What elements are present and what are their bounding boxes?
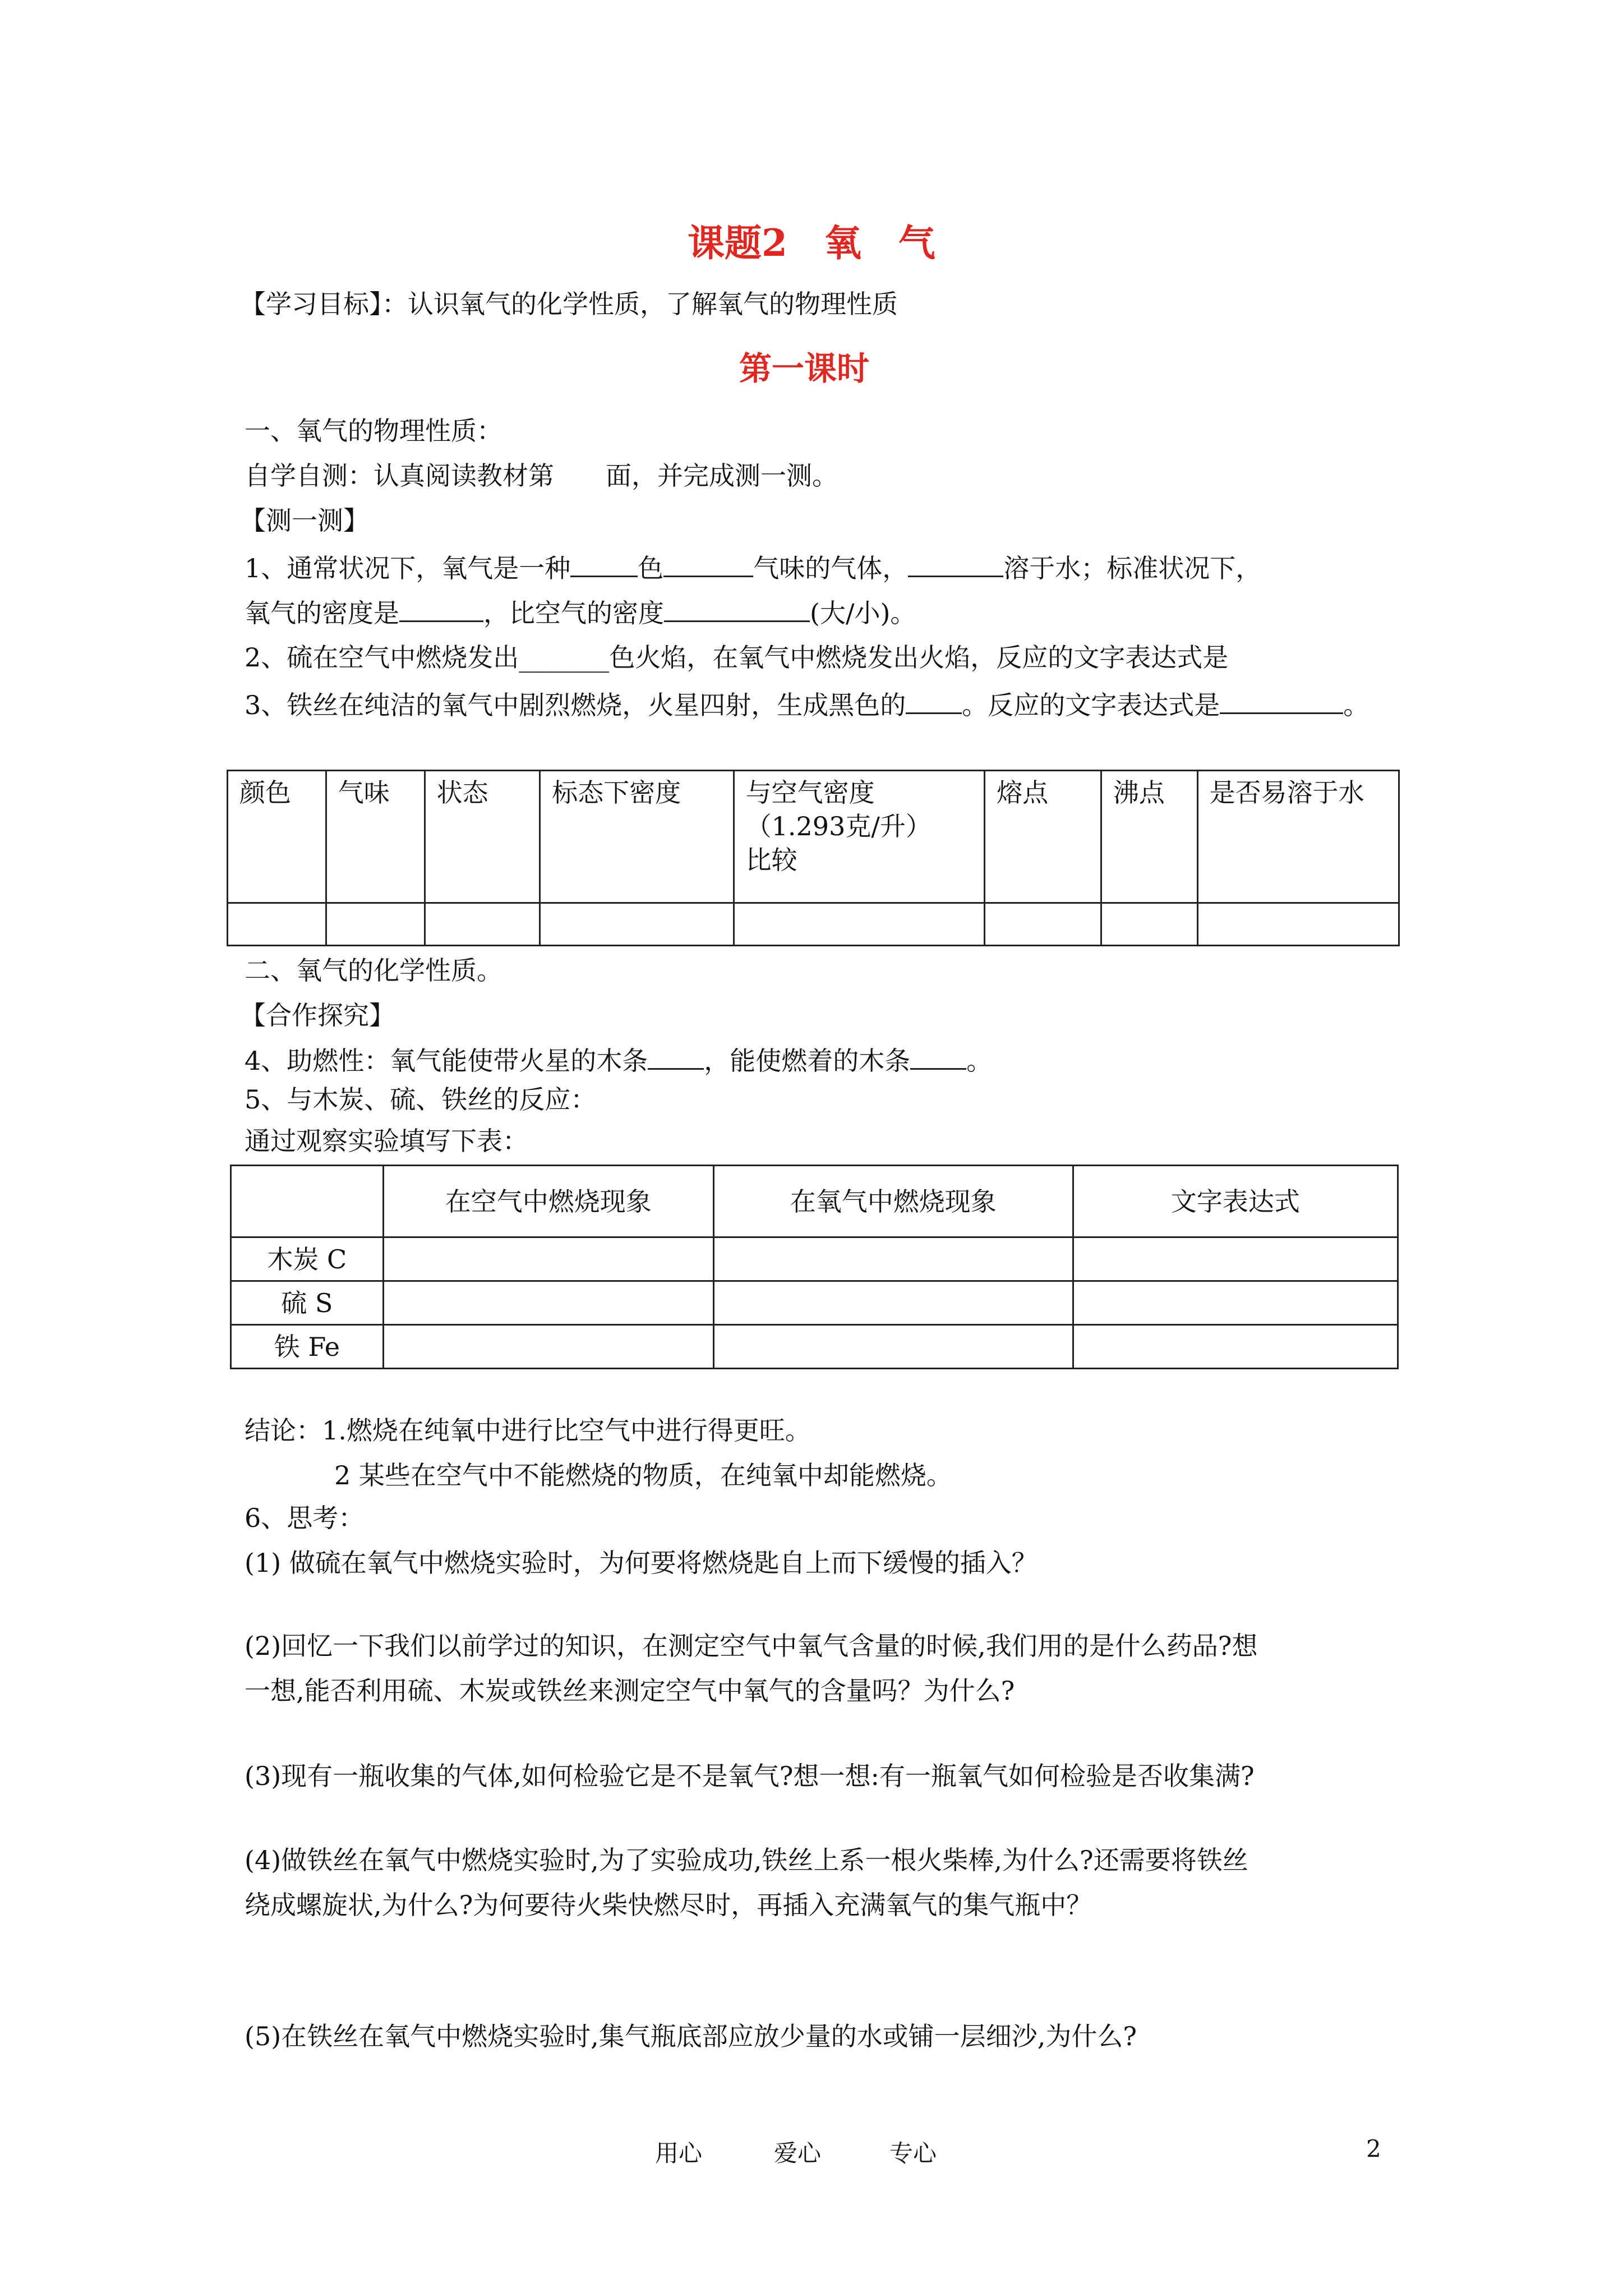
- answer-cell[interactable]: [326, 903, 425, 946]
- header-boiling-point: 沸点: [1101, 771, 1197, 903]
- think-heading: 6、思考：: [245, 1503, 365, 1533]
- question-1-line-1: 1、通常状况下，氧气是一种 色 气味的气体， 溶于水；标准状况下，: [245, 551, 1261, 585]
- think-question-5: (5)在铁丝在氧气中燃烧实验时,集气瓶底部应放少量的水或铺一层细沙,为什么?: [245, 2021, 1137, 2051]
- test-label: 【测一测】: [240, 505, 369, 536]
- blank[interactable]: [910, 1043, 966, 1070]
- answer-cell[interactable]: [713, 1237, 1073, 1281]
- header-melting-point: 熔点: [985, 771, 1101, 903]
- header-density-compare: 与空气密度 （1.293克/升） 比较: [734, 771, 984, 903]
- header-solubility: 是否易溶于水: [1197, 771, 1399, 903]
- blank[interactable]: [399, 596, 483, 622]
- row-label-iron: 铁 Fe: [231, 1325, 384, 1369]
- answer-cell[interactable]: [228, 903, 326, 946]
- answer-cell[interactable]: [383, 1281, 713, 1325]
- blank[interactable]: [1220, 688, 1343, 714]
- header-odor: 气味: [326, 771, 425, 903]
- question-4: 4、助燃性：氧气能使带火星的木条 ，能使燃着的木条 。: [245, 1043, 992, 1078]
- learning-objective: 【学习目标】：认识氧气的化学性质，了解氧气的物理性质: [240, 289, 898, 319]
- blank[interactable]: [908, 551, 1003, 577]
- section-heading-chemical: 二、氧气的化学性质。: [245, 955, 502, 986]
- think-question-2-line-2: 一想,能否利用硫、木炭或铁丝来测定空气中氧气的含量吗？为什么?: [245, 1676, 1015, 1706]
- explore-label: 【合作探究】: [240, 1000, 395, 1030]
- answer-cell[interactable]: [425, 903, 540, 946]
- header-state: 状态: [425, 771, 540, 903]
- header-word-equation: 文字表达式: [1073, 1166, 1398, 1237]
- header-oxygen-combustion: 在氧气中燃烧现象: [713, 1166, 1073, 1237]
- answer-cell[interactable]: [713, 1325, 1073, 1369]
- answer-cell[interactable]: [1197, 903, 1399, 946]
- footer-motto-3: 专心: [889, 2139, 937, 2167]
- answer-cell[interactable]: [734, 903, 984, 946]
- think-question-4-line-2: 绕成螺旋状,为什么?为何要待火柴快燃尽时，再插入充满氧气的集气瓶中？: [245, 1890, 1092, 1920]
- question-1-line-2: 氧气的密度是 ，比空气的密度 (大/小)。: [245, 596, 916, 630]
- answer-cell[interactable]: [1073, 1325, 1398, 1369]
- question-5: 5、与木炭、硫、铁丝的反应：: [245, 1084, 597, 1115]
- question-5-instruction: 通过观察实验填写下表：: [245, 1126, 528, 1156]
- question-2: 2、硫在空气中燃烧发出_______色火焰，在氧气中燃烧发出火焰，反应的文字表达式是: [245, 642, 1229, 673]
- conclusion-1: 结论：1.燃烧在纯氧中进行比空气中进行得更旺。: [245, 1415, 811, 1446]
- answer-cell[interactable]: [713, 1281, 1073, 1325]
- physical-properties-table: [227, 770, 1400, 946]
- answer-cell[interactable]: [540, 903, 734, 946]
- conclusion-2: 2 某些在空气中不能燃烧的物质，在纯氧中却能燃烧。: [334, 1460, 952, 1490]
- answer-cell[interactable]: [985, 903, 1101, 946]
- think-question-2-line-1: (2)回忆一下我们以前学过的知识，在测定空气中氧气含量的时候,我们用的是什么药品?想: [245, 1631, 1258, 1661]
- row-label-sulfur: 硫 S: [231, 1281, 384, 1325]
- answer-cell[interactable]: [1101, 903, 1197, 946]
- blank[interactable]: [663, 551, 753, 577]
- header-air-combustion: 在空气中燃烧现象: [383, 1166, 713, 1237]
- blank[interactable]: [906, 688, 962, 714]
- section-heading-physical: 一、氧气的物理性质：: [245, 416, 502, 446]
- blank[interactable]: [664, 596, 810, 622]
- header-blank: [231, 1166, 384, 1237]
- header-density: 标态下密度: [540, 771, 734, 903]
- blank[interactable]: [570, 551, 638, 577]
- answer-cell[interactable]: [1073, 1281, 1398, 1325]
- question-3: 3、铁丝在纯洁的氧气中剧烈燃烧，火星四射，生成黑色的 。反应的文字表达式是 。: [245, 688, 1369, 722]
- think-question-1: (1) 做硫在氧气中燃烧实验时，为何要将燃烧匙自上而下缓慢的插入？: [245, 1548, 1038, 1578]
- combustion-table: [230, 1165, 1399, 1369]
- blank[interactable]: [648, 1043, 704, 1070]
- footer-motto-2: 爱心: [774, 2139, 822, 2167]
- answer-cell[interactable]: [1073, 1237, 1398, 1281]
- page-number: 2: [1366, 2135, 1381, 2162]
- think-question-4-line-1: (4)做铁丝在氧气中燃烧实验时,为了实验成功,铁丝上系一根火柴棒,为什么?还需要将铁丝: [245, 1845, 1248, 1875]
- answer-cell[interactable]: [383, 1325, 713, 1369]
- think-question-3: (3)现有一瓶收集的气体,如何检验它是不是氧气?想一想:有一瓶氧气如何检验是否收集满?: [245, 1761, 1255, 1791]
- header-color: 颜色: [228, 771, 326, 903]
- page-title: 课题2 氧 气: [688, 221, 935, 265]
- row-label-carbon: 木炭 C: [231, 1237, 384, 1281]
- footer-motto-1: 用心: [655, 2139, 703, 2167]
- answer-cell[interactable]: [383, 1237, 713, 1281]
- lesson-title: 第一课时: [739, 349, 870, 388]
- self-test-text: 自学自测：认真阅读教材第 面，并完成测一测。: [245, 461, 838, 491]
